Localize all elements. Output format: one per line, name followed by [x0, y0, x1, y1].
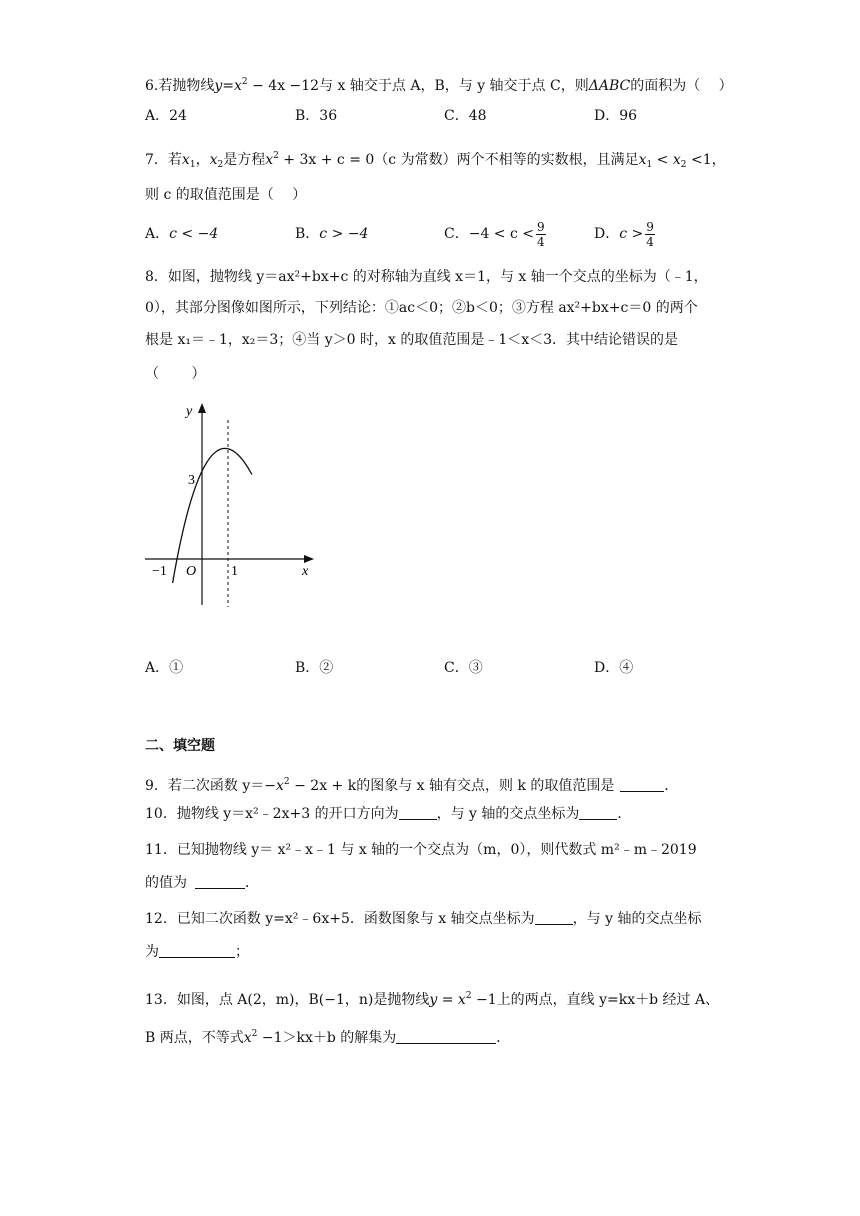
- origin-label: O: [186, 564, 197, 579]
- y-axis-arrow: [198, 403, 206, 413]
- x-tick-1-label: 1: [231, 564, 238, 579]
- q8-option-d[interactable]: D．④: [594, 660, 634, 676]
- q7-option-b[interactable]: B．c > −4: [295, 226, 369, 242]
- q7-option-c-fraction: $\frac{9}{4}$: [537, 219, 545, 249]
- q12-answer-blank-1[interactable]: [535, 910, 573, 925]
- question-10: 10．抛物线 y＝x²﹣2x+3 的开口方向为 ，与 y 轴的交点坐标为 ．: [145, 806, 632, 822]
- q6-fn-exp: 2: [241, 77, 248, 87]
- q6-option-c[interactable]: C．48: [444, 108, 487, 124]
- q6-fn-rest: − 4x −12: [247, 78, 320, 94]
- q8-line-4: （ ）: [145, 366, 206, 382]
- q7-option-d-fraction: $\frac{9}{4}$: [646, 219, 654, 249]
- question-6: [145, 72, 733, 96]
- q6-text-2: 与 x 轴交于点 A，B，与 y 轴交于点 C，则: [319, 78, 589, 94]
- q6-text-1: 若抛物线: [158, 78, 215, 94]
- q6-fn-y: y: [214, 78, 223, 94]
- q8-line-3: 根是 x₁＝﹣1，x₂＝3；④当 y＞0 时，x 的取值范围是﹣1＜x＜3．其中结论错误的是: [145, 332, 679, 348]
- q6-option-a[interactable]: A．24: [145, 108, 187, 124]
- q10-answer-blank-2[interactable]: [579, 805, 617, 820]
- parabola-curve: [173, 448, 252, 583]
- q7-option-d[interactable]: D．c > $\frac{9}{4}$: [594, 219, 654, 249]
- question-9: 9．若二次函数 $y=-x^2 - 2x + k$的图象与 x 轴有交点，则 k 的取值范围是 ．: [145, 777, 679, 794]
- q7-option-c[interactable]: C．−4 < c < $\frac{9}{4}$: [444, 219, 545, 249]
- q8-option-b[interactable]: B．②: [295, 660, 334, 676]
- q6-option-d[interactable]: D．96: [594, 108, 638, 124]
- q13-answer-blank[interactable]: [396, 1029, 496, 1044]
- q6-text-3: 的面积为（ ）: [630, 78, 733, 94]
- q8-option-c[interactable]: C．③: [444, 660, 483, 676]
- q12-line-2: 为 ；: [145, 944, 249, 960]
- q11-line-2: 的值为 ．: [145, 875, 259, 891]
- x-tick-neg1-label: −1: [152, 564, 167, 579]
- x-axis-label: x: [302, 564, 309, 579]
- x-axis-arrow: [304, 555, 314, 563]
- q13-line-2: B 两点，不等式$x^2 -1>kx+b$ 的解集为 ．: [145, 1029, 511, 1046]
- q12-line-1: 12．已知二次函数 y=x²﹣6x+5．函数图象与 x 轴交点坐标为 ，与 y 轴的交点坐标: [145, 911, 702, 927]
- q11-answer-blank[interactable]: [195, 874, 245, 889]
- question-7: 7．若$x_1$，$x_2$是方程$x^2 + 3x + c = 0(c$ 为常数）两个不相等的实数根，且满足$x_1 < x_2 <1$，: [145, 151, 726, 170]
- q6-fn-eq: =: [222, 78, 235, 94]
- q6-fn-x: x: [234, 78, 242, 94]
- q8-line-2: 0），其部分图像如图所示，下列结论：①ac＜0；②b＜0；③方程 ax²+bx+c＝0 的两个: [145, 300, 698, 316]
- q8-line-1: 8．如图，抛物线 y＝ax²+bx+c 的对称轴为直线 x＝1，与 x 轴一个交点的坐标为（﹣1，: [145, 269, 708, 285]
- q8-option-a[interactable]: A．①: [145, 660, 184, 676]
- q11-line-1: 11．已知抛物线 y＝ x²﹣x﹣1 与 x 轴的一个交点为（m，0），则代数式 m²﹣m﹣2019: [145, 842, 697, 858]
- y-tick-3-label: 3: [188, 473, 195, 488]
- section-2-title: 二、填空题: [145, 738, 215, 754]
- q7-line-2: 则 c 的取值范围是（ ）: [145, 187, 307, 203]
- q9-answer-blank[interactable]: [620, 777, 664, 792]
- q6-number: 6.: [145, 78, 159, 94]
- q6-triangle: ΔABC: [588, 78, 631, 94]
- q7-option-a[interactable]: A．c < −4: [145, 226, 219, 242]
- q10-answer-blank-1[interactable]: [399, 805, 437, 820]
- q12-answer-blank-2[interactable]: [159, 943, 235, 958]
- q8-parabola-graph: [140, 395, 330, 615]
- y-axis-label: y: [186, 404, 193, 419]
- q6-option-b[interactable]: B．36: [295, 108, 338, 124]
- q13-line-1: 13．如图，点 A(2，m)，B(−1，n)是抛物线$y = x^2 -1$上的两点，直线 y=kx＋b 经过 A、: [145, 991, 720, 1008]
